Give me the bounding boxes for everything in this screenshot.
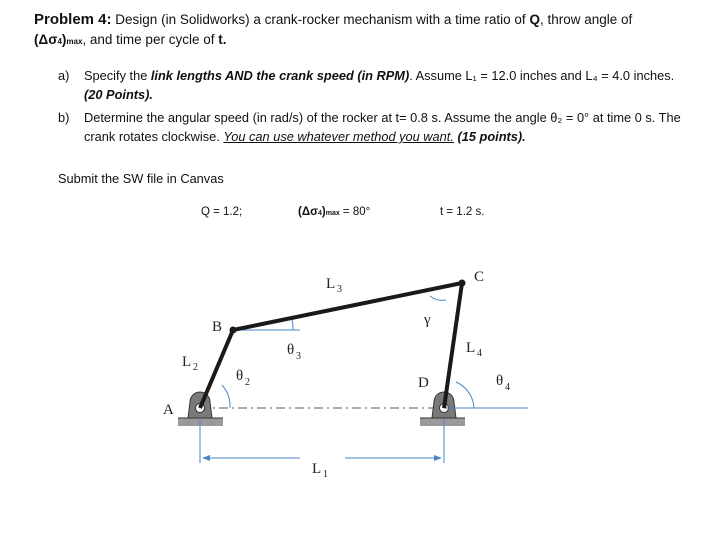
rocker-link-l4 — [444, 283, 462, 408]
label-l2: L — [182, 354, 192, 370]
part-a-label: a) — [58, 68, 70, 83]
part-a-text-1: Specify the — [84, 68, 148, 83]
theta2-arc — [222, 385, 230, 408]
label-l3-sub: 3 — [337, 284, 342, 295]
param-time-ratio: Q = 1.2; — [201, 206, 243, 218]
label-theta4: θ — [496, 373, 504, 389]
problem-text-4: . — [222, 32, 227, 47]
submit-note: Submit the SW file in Canvas — [58, 171, 224, 186]
label-b: B — [212, 319, 223, 335]
theta4-arc — [456, 382, 474, 408]
part-b-label: b) — [58, 110, 70, 125]
part-a-emphasis: link lengths AND the crank speed (in RPM) — [150, 68, 410, 83]
gamma-arc — [430, 296, 446, 300]
part-b-text-1: Determine the angular speed (in rad/s) of the rocker at t= 0.8 s. Assume the angle θ₂ = 0° at time 0 s. The crank rotates clockwise. — [84, 110, 681, 144]
joint-b — [230, 327, 237, 334]
label-d: D — [418, 375, 429, 391]
label-theta3-sub: 3 — [296, 351, 301, 362]
param-time-per-cycle: t = 1.2 s. — [440, 206, 485, 218]
label-a: A — [163, 402, 174, 418]
label-theta4-sub: 4 — [505, 382, 510, 393]
label-c: C — [474, 269, 485, 285]
part-b-points: (15 points). — [457, 129, 526, 144]
label-l1: L — [312, 461, 322, 477]
part-a-text-2: . Assume L₁ = 12.0 inches and L₄ = 4.0 inches. — [409, 68, 675, 83]
label-theta2: θ — [236, 368, 244, 384]
part-a-points: (20 Points). — [84, 87, 153, 102]
label-l1-sub: 1 — [323, 469, 328, 480]
time-symbol: t — [218, 32, 223, 47]
time-ratio-symbol: Q — [529, 12, 540, 27]
problem-text-2: , throw angle of — [539, 12, 633, 27]
problem-label: Problem 4: — [34, 11, 112, 28]
part-b-underlined: You can use whatever method you want. — [223, 129, 454, 144]
dimension-arrow-right — [434, 455, 442, 461]
label-l3: L — [326, 276, 336, 292]
label-theta3: θ — [287, 342, 295, 358]
dimension-arrow-left — [202, 455, 210, 461]
theta3-arc — [292, 319, 293, 330]
label-theta2-sub: 2 — [245, 377, 250, 388]
label-l4-sub: 4 — [477, 348, 482, 359]
label-l2-sub: 2 — [193, 362, 198, 373]
problem-text-1: Design (in Solidworks) a crank-rocker mechanism with a time ratio of — [115, 12, 526, 27]
label-gamma: γ — [424, 312, 431, 328]
ground-block-d — [420, 418, 465, 426]
throw-angle-symbol: (Δσ4)max — [34, 32, 83, 47]
joint-c — [459, 280, 466, 287]
param-throw-angle: (Δσ4)max = 80° — [298, 206, 371, 218]
label-l4: L — [466, 340, 476, 356]
problem-text-3: , and time per cycle of — [82, 32, 215, 47]
